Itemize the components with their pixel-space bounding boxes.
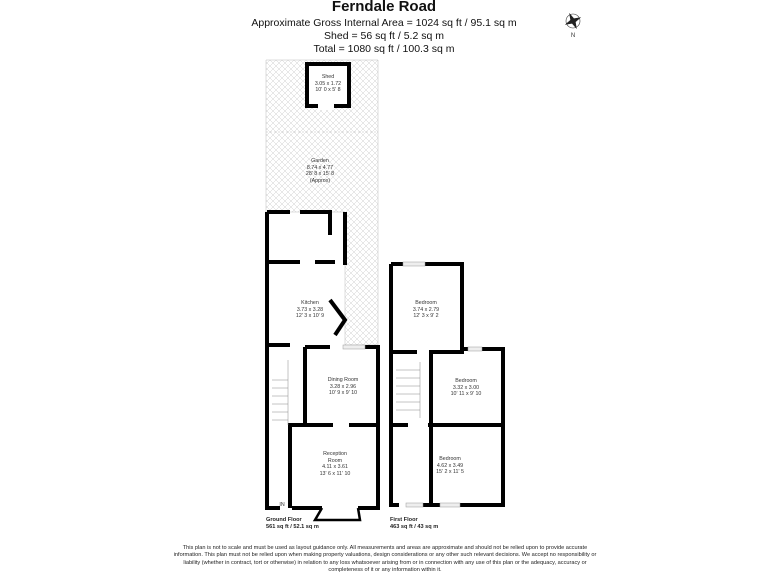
room-name: Bedroom	[455, 378, 477, 384]
floor-area: 561 sq ft / 52.1 sq m	[266, 524, 319, 530]
entrance-label: IN	[279, 502, 285, 508]
room-metric: 3.32 x 3.00	[452, 384, 480, 391]
compass-icon	[561, 9, 585, 33]
room-name-2: Room	[327, 457, 343, 464]
room-label-reception	[300, 451, 370, 477]
shed-area: Shed = 56 sq ft / 5.2 sq m	[324, 30, 444, 42]
first-floor-caption	[390, 517, 438, 531]
room-label-kitchen	[280, 300, 340, 320]
room-name: Bedroom	[415, 300, 437, 306]
room-name: Reception	[323, 451, 347, 457]
room-label-dining	[310, 377, 376, 397]
room-imperial: 10' 9 x 9' 10	[328, 390, 358, 396]
floor-label: First Floor	[390, 517, 418, 523]
floor-label: Ground Floor	[266, 517, 302, 523]
disclaimer: This plan is not to scale and must be used as layout guidance only. All measurements and areas are approximate and should not be relied upon to provide accurate information. This plan must not be relied upon when making property valuations, design considerations or any other such relevant decisions. We accept no responsibility or liability (whether in contract, tort or otherwise) in relation to any loss whatsoever arising from or in connection with any use of this plan or the adequacy, accuracy or completeness of it or any information within it.	[173, 545, 597, 574]
floor-area: 463 sq ft / 43 sq m	[390, 524, 439, 530]
room-label-bedroom-2	[433, 378, 499, 398]
room-imperial: 28' 8 x 15' 8	[305, 171, 335, 177]
room-metric: 3.05 x 1.72	[314, 80, 342, 87]
room-metric: 3.74 x 2.79	[412, 306, 440, 313]
room-metric: 3.28 x 2.96	[329, 383, 357, 390]
room-imperial: 10' 11 x 9' 10	[450, 391, 482, 397]
room-name: Bedroom	[439, 456, 461, 462]
room-label-bedroom-1	[395, 300, 457, 320]
room-imperial: 10' 0 x 5' 8	[315, 87, 341, 93]
ground-floor-caption	[266, 517, 319, 531]
gross-area: Approximate Gross Internal Area = 1024 sq ft / 95.1 sq m	[251, 17, 517, 29]
room-imperial: 13' 6 x 11' 10	[319, 470, 351, 477]
room-imperial: 12' 3 x 10' 9	[295, 313, 325, 319]
room-label-shed	[307, 74, 349, 94]
total-area: Total = 1080 sq ft / 100.3 sq m	[313, 43, 455, 55]
room-name: Kitchen	[301, 300, 319, 306]
room-metric: 3.73 x 3.28	[296, 306, 324, 313]
room-metric: 4.11 x 3.61	[322, 464, 348, 470]
room-name: Garden	[311, 158, 329, 164]
room-imperial: 15' 2 x 11' 5	[436, 469, 464, 475]
room-label-garden	[280, 158, 360, 184]
room-imperial: 12' 3 x 9' 2	[413, 313, 439, 319]
page-title: Ferndale Road	[331, 0, 437, 15]
room-note: (Approx)	[309, 177, 331, 184]
room-name: Shed	[321, 74, 335, 80]
room-name: Dining Room	[327, 377, 359, 383]
room-label-bedroom-3	[410, 456, 490, 476]
room-metric: 8.74 x 4.77	[306, 164, 334, 171]
compass-label: N	[570, 33, 576, 39]
room-metric: 4.62 x 3.49	[436, 462, 464, 469]
